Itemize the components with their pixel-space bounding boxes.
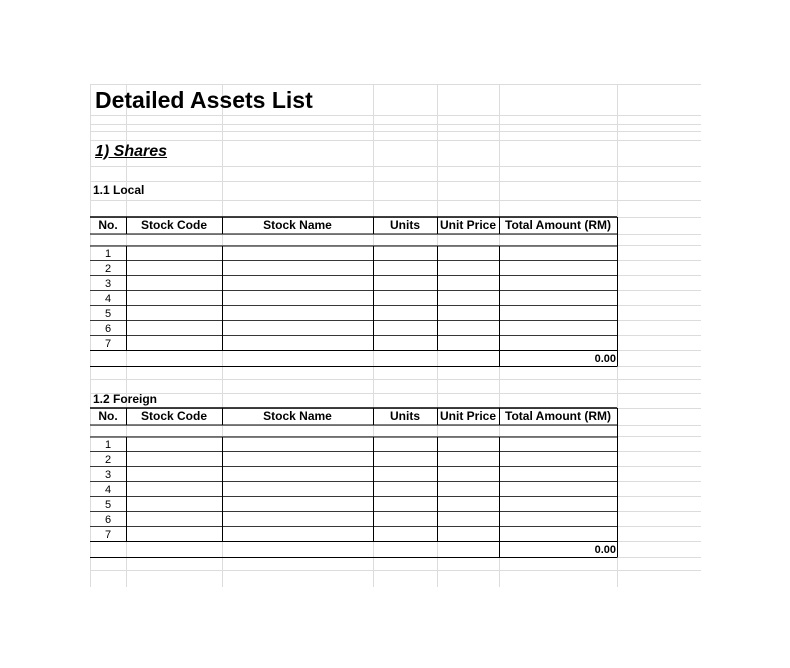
foreign-row-number: 3 [104, 469, 112, 481]
local-row-number: 6 [104, 323, 112, 335]
spreadsheet [90, 84, 701, 587]
foreign-row-number: 4 [104, 484, 112, 496]
local-col-stock-name: Stock Name [263, 218, 332, 232]
local-row-number: 2 [104, 263, 112, 275]
foreign-row-number: 7 [104, 529, 112, 541]
foreign-row-number: 5 [104, 499, 112, 511]
local-row-number: 5 [104, 308, 112, 320]
foreign-heading: 1.2 Foreign [93, 392, 158, 406]
local-col-total-amount: Total Amount (RM) [505, 218, 611, 232]
local-col-no: No. [98, 218, 118, 232]
local-col-unit-price: Unit Price [439, 218, 496, 232]
page-title: Detailed Assets List [95, 87, 313, 113]
foreign-row-number: 6 [104, 514, 112, 526]
local-row-number: 4 [104, 293, 112, 305]
foreign-row-number: 1 [104, 439, 112, 451]
local-row-number: 7 [104, 338, 112, 350]
local-heading: 1.1 Local [93, 183, 145, 197]
foreign-col-stock-code: Stock Code [140, 409, 207, 423]
local-row-number: 1 [104, 248, 112, 260]
section-heading-shares: 1) Shares [95, 143, 168, 160]
local-row-number: 3 [104, 278, 112, 290]
local-col-stock-code: Stock Code [140, 218, 207, 232]
local-total-amount: 0.00 [594, 353, 616, 365]
foreign-col-no: No. [98, 409, 118, 423]
foreign-col-total-amount: Total Amount (RM) [505, 409, 611, 423]
foreign-total-amount: 0.00 [594, 544, 616, 556]
foreign-col-units: Units [390, 409, 420, 423]
cell-grid [90, 84, 701, 587]
foreign-col-stock-name: Stock Name [263, 409, 332, 423]
foreign-row-number: 2 [104, 454, 112, 466]
foreign-col-unit-price: Unit Price [439, 409, 496, 423]
local-col-units: Units [390, 218, 420, 232]
